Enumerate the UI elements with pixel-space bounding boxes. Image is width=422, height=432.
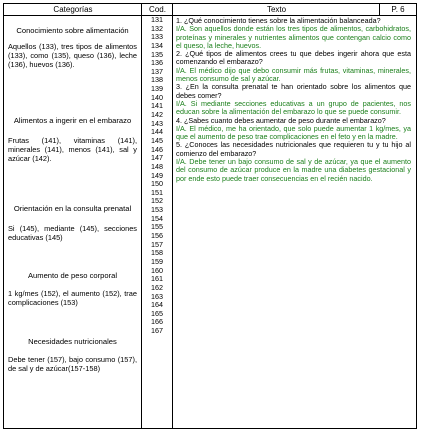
- line-code: 166: [151, 317, 163, 327]
- category-title: Aumento de peso corporal: [27, 271, 118, 280]
- category-body: Si (145), mediante (145), secciones educativas (145): [8, 224, 137, 243]
- line-code: 157: [151, 239, 163, 249]
- line-code: 136: [151, 58, 163, 68]
- line-code: 140: [151, 92, 163, 102]
- line-code: 161: [151, 274, 163, 284]
- category-item: [8, 116, 137, 163]
- line-code: 163: [151, 291, 163, 301]
- answer-3: [176, 100, 411, 117]
- text-column: [173, 16, 416, 428]
- line-code: 159: [151, 256, 163, 266]
- category-body: Aquellos (133), tres tipos de alimentos (133), como (135), queso (136), leche (136), huevos (136).: [8, 42, 137, 70]
- answer-label: I/A.: [176, 123, 187, 133]
- categories-column: [4, 16, 141, 428]
- question-3: 3. ¿En la consulta prenatal te han orientado sobre los alimentos que debes comer?: [176, 82, 411, 100]
- answer-4: [176, 125, 411, 142]
- line-code: 153: [151, 205, 163, 215]
- category-title: Orientación en la consulta prenatal: [13, 204, 132, 213]
- category-item: [8, 26, 137, 69]
- category-item: [8, 204, 137, 242]
- question-4: 4. ¿Sabes cuanto debes aumentar de peso durante el embarazo?: [176, 115, 386, 125]
- line-code: 162: [151, 282, 163, 292]
- answer-label: I/A.: [176, 98, 187, 108]
- line-code: 149: [151, 170, 163, 180]
- line-code: 165: [151, 308, 163, 318]
- line-code: 144: [151, 127, 163, 137]
- line-code: 167: [151, 326, 163, 336]
- question-2: 2. ¿Qué tipos de alimentos crees tu que debes ingerir ahora que esta comenzando el embarazo?: [176, 49, 411, 67]
- header-cod: Cod.: [142, 4, 173, 16]
- answer-1: [176, 25, 411, 50]
- answer-label: I/A.: [176, 157, 187, 167]
- line-code: 134: [151, 40, 163, 50]
- line-code: 142: [151, 110, 163, 120]
- category-body: Frutas (141), vitaminas (141), minerales (141), menos (141), sal y azúcar (142).: [8, 136, 137, 164]
- answer-text: Si mediante secciones educativas a un grupo de pacientes, nos educan sobre la alimentación del embarazo lo que se puede consumir.: [176, 98, 411, 117]
- line-code: 154: [151, 213, 163, 223]
- question-5: 5. ¿Conoces las necesidades nutricionales que requieren tu y tu hijo al comienzo del embarazo?: [176, 140, 411, 158]
- line-code: 148: [151, 161, 163, 171]
- answer-text: El médico, me ha orientado, que solo puede aumentar 1 kg/mes, ya que el aumento de peso trae complicaciones en el feto y en la madre.: [176, 123, 411, 142]
- header-divider: [379, 4, 380, 16]
- line-code: 138: [151, 75, 163, 85]
- category-body: 1 kg/mes (152), el aumento (152), trae complicaciones (153): [8, 289, 137, 308]
- line-code: 156: [151, 231, 163, 241]
- line-code: 139: [151, 84, 163, 94]
- category-title: Necesidades nutricionales: [28, 337, 117, 346]
- header-categorias: Categorías: [4, 4, 142, 16]
- line-code: 150: [151, 179, 163, 189]
- line-code: 145: [151, 135, 163, 145]
- line-code: 133: [151, 32, 163, 42]
- codes-column: [142, 16, 172, 428]
- answer-label: I/A.: [176, 24, 187, 34]
- line-code: 132: [151, 23, 163, 33]
- line-code: 152: [151, 196, 163, 206]
- transcript-table: [3, 3, 417, 429]
- category-item: [8, 337, 137, 373]
- category-item: [8, 271, 137, 307]
- line-code: 155: [151, 222, 163, 232]
- answer-text: Debe tener un bajo consumo de sal y de azúcar, ya que el aumento del consumo de azúcar produce en la madre una diabetes gestacional y por ende esto puede traer consecuencias en el recién nacido.: [176, 157, 411, 183]
- line-code: 143: [151, 118, 163, 128]
- line-code: 151: [151, 187, 163, 197]
- category-title: Conocimiento sobre alimentación: [16, 26, 129, 35]
- line-code: 160: [151, 265, 163, 275]
- line-code: 164: [151, 300, 163, 310]
- category-body: Debe tener (157), bajo consumo (157), de sal y de azúcar(157-158): [8, 355, 137, 374]
- line-code: 147: [151, 153, 163, 163]
- category-title: Alimentos a ingerir en el embarazo: [13, 116, 132, 125]
- answer-text: El médico dijo que debo consumir más frutas, vitaminas, minerales, menos consumo de sal y azúcar.: [176, 65, 411, 84]
- answer-5: [176, 158, 411, 183]
- line-code: 137: [151, 66, 163, 76]
- line-code: 158: [151, 248, 163, 258]
- line-code: 135: [151, 49, 163, 59]
- answer-label: I/A.: [176, 65, 187, 75]
- header-page: P. 6: [380, 4, 416, 16]
- answer-2: [176, 67, 411, 84]
- line-code: 141: [151, 101, 163, 111]
- question-1: 1. ¿Qué conocimiento tienes sobre la alimentación balanceada?: [176, 16, 381, 25]
- line-code: 131: [151, 15, 163, 24]
- answer-text: Son aquellos donde están los tres tipos de alimentos, carbohidratos, proteínas y minerales y nutrientes alimentos que contengan calcio como el queso, la leche, huevos.: [176, 24, 411, 50]
- line-code: 146: [151, 144, 163, 154]
- header-texto: Texto: [173, 4, 380, 16]
